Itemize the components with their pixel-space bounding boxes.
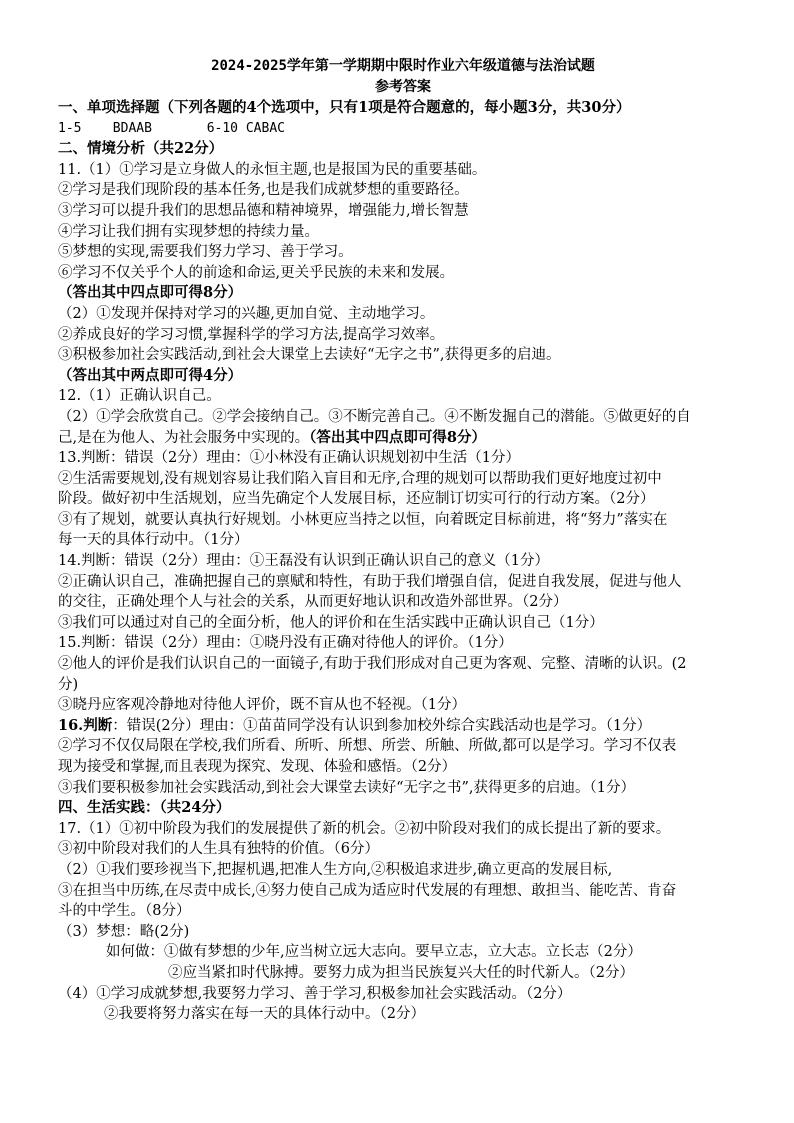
answer-line: 斗的中学生。（8分） xyxy=(58,903,191,920)
answer-line: ③有了规划，就要认真执行好规划。小林更应当持之以恒，向着既定目标前进，将“努力”落实在 xyxy=(58,511,668,528)
answer-line xyxy=(58,716,748,737)
answer-line: ③在担当中历练,在尽责中成长,④努力使自己成为适应时代发展的有理想、敢担当、能吃苦、肯奋 xyxy=(58,882,677,899)
answer-line: ③积极参加社会实践活动,到社会大课堂上去读好“无字之书”,获得更多的启迪。 xyxy=(58,347,561,364)
section1-answers: 1-5 BDAAB 6-10 CABAC xyxy=(58,120,285,136)
answer-line: 阶段。做好初中生活规划，应当先确定个人发展目标，还应制订切实可行的行动方案。（2分） xyxy=(58,491,655,508)
answer-line: ②学习不仅仅局限在学校,我们所看、所听、所想、所尝、所触、所做,都可以是学习。学习不仅表 xyxy=(58,738,677,755)
answer-text: 己,是在为他人、为社会服务中实现的。 xyxy=(58,429,310,446)
answer-line: 14.判断：错误（2分）理由：①王磊没有认识到正确认识自己的意义（1分） xyxy=(58,553,550,570)
section2-heading: 二、情境分析（共22分） xyxy=(58,140,224,158)
answer-document xyxy=(58,56,748,1025)
answer-line: ②正确认识自己，准确把握自己的禀赋和特性，有助于我们增强自信，促进自我发展，促进与他人 xyxy=(58,573,682,590)
answer-line: ③学习可以提升我们的思想品德和精神境界，增强能力,增长智慧 xyxy=(58,202,469,219)
answer-line: 17.（1）①初中阶段为我们的发展提供了新的机会。②初中阶段对我们的成长提出了新的要求。 xyxy=(58,820,671,837)
answer-line: （3）梦想：略(2分) xyxy=(58,923,190,940)
answer-line: 如何做：①做有梦想的少年,应当树立远大志向。要早立志，立大志。立长志（2分） xyxy=(106,944,642,961)
section4-heading: 四、生活实践：（共24分） xyxy=(58,799,231,817)
answer-line: ②生活需要规划,没有规划容易让我们陷入盲目和无序,合理的规划可以帮助我们更好地度过初中 xyxy=(58,470,662,487)
answer-line: ③我们可以通过对自己的全面分析，他人的评价和在生活实践中正确认识自己（1分） xyxy=(58,614,604,631)
answer-line: 12.（1）正确认识自己。 xyxy=(58,388,221,405)
answer-line: 的交往，正确处理个人与社会的关系，从而更好地认识和改造外部世界。（2分） xyxy=(58,594,568,611)
answer-line: 分) xyxy=(58,676,79,693)
answer-line: 现为接受和掌握,而且表现为探究、发现、体验和感悟。（2分） xyxy=(58,759,457,775)
answer-line: 15.判断：错误（2分）理由：①晓丹没有正确对待他人的评价。（1分） xyxy=(58,635,513,652)
answer-line: ②养成良好的学习习惯,掌握科学的学习方法,提高学习效率。 xyxy=(58,326,445,343)
answer-line: ②学习是我们现阶段的基本任务,也是我们成就梦想的重要路径。 xyxy=(58,182,469,199)
answer-line: （2）①我们要珍视当下,把握机遇,把准人生方向,②积极追求进步,确立更高的发展目标, xyxy=(58,861,613,878)
answer-line: ③晓丹应客观冷静地对待他人评价，既不盲从也不轻视。（1分） xyxy=(58,697,466,714)
scoring-note: （答出其中两点即可得4分） xyxy=(58,366,243,384)
answer-line: ③我们要积极参加社会实践活动,到社会大课堂去读好“无字之书”,获得更多的启迪。（1分） xyxy=(58,779,636,796)
answer-line: 11.（1）①学习是立身做人的永恒主题,也是报国为民的重要基础。 xyxy=(58,161,487,178)
answer-line: （2）①学会欣赏自己。②学会接纳自己。③不断完善自己。④不断发掘自己的潜能。⑤做更好的自 xyxy=(58,408,691,425)
section1-heading: 一、单项选择题（下列各题的4个选项中，只有1项是符合题意的，每小题3分，共30分） xyxy=(58,99,631,116)
answer-line: ②应当紧扣时代脉搏。要努力成为担当民族复兴大任的时代新人。（2分） xyxy=(168,964,634,981)
answer-line: 每一天的具体行动中。（1分） xyxy=(58,532,249,549)
document-title: 2024-2025学年第一学期期中限时作业六年级道德与法治试题 xyxy=(211,58,595,74)
answer-line xyxy=(58,428,748,449)
answer-text: ：错误(2分）理由：①苗苗同学没有认识到参加校外综合实践活动也是学习。（1分） xyxy=(112,717,652,734)
answer-line: ②我要将努力落实在每一天的具体行动中。（2分） xyxy=(104,1006,425,1023)
answer-line: ④学习让我们拥有实现梦想的持续力量。 xyxy=(58,223,319,240)
answer-line: ⑤梦想的实现,需要我们努力学习、善于学习。 xyxy=(58,244,353,261)
answer-line: ⑥学习不仅关乎个人的前途和命运,更关乎民族的未来和发展。 xyxy=(58,264,455,281)
answer-line: ②他人的评价是我们认识自己的一面镜子,有助于我们形成对自己更为客观、完整、清晰的认识。(2 xyxy=(58,656,687,673)
answer-line: ③初中阶段对我们的人生具有独特的价值。（6分） xyxy=(58,841,379,858)
scoring-note: （答出其中四点即可得8分） xyxy=(309,428,486,446)
answer-line: （2）①发现并保持对学习的兴趣,更加自觉、主动地学习。 xyxy=(58,305,435,322)
q16-label: 16.判断 xyxy=(58,716,113,734)
answer-line: （4）①学习成就梦想,我要努力学习、善于学习,积极参加社会实践活动。（2分） xyxy=(58,985,572,1002)
answer-line: 13.判断：错误（2分）理由：①小林没有正确认识规划初中生活（1分） xyxy=(58,450,521,467)
document-subtitle: 参考答案 xyxy=(375,79,431,95)
scoring-note: （答出其中四点即可得8分） xyxy=(58,284,243,302)
